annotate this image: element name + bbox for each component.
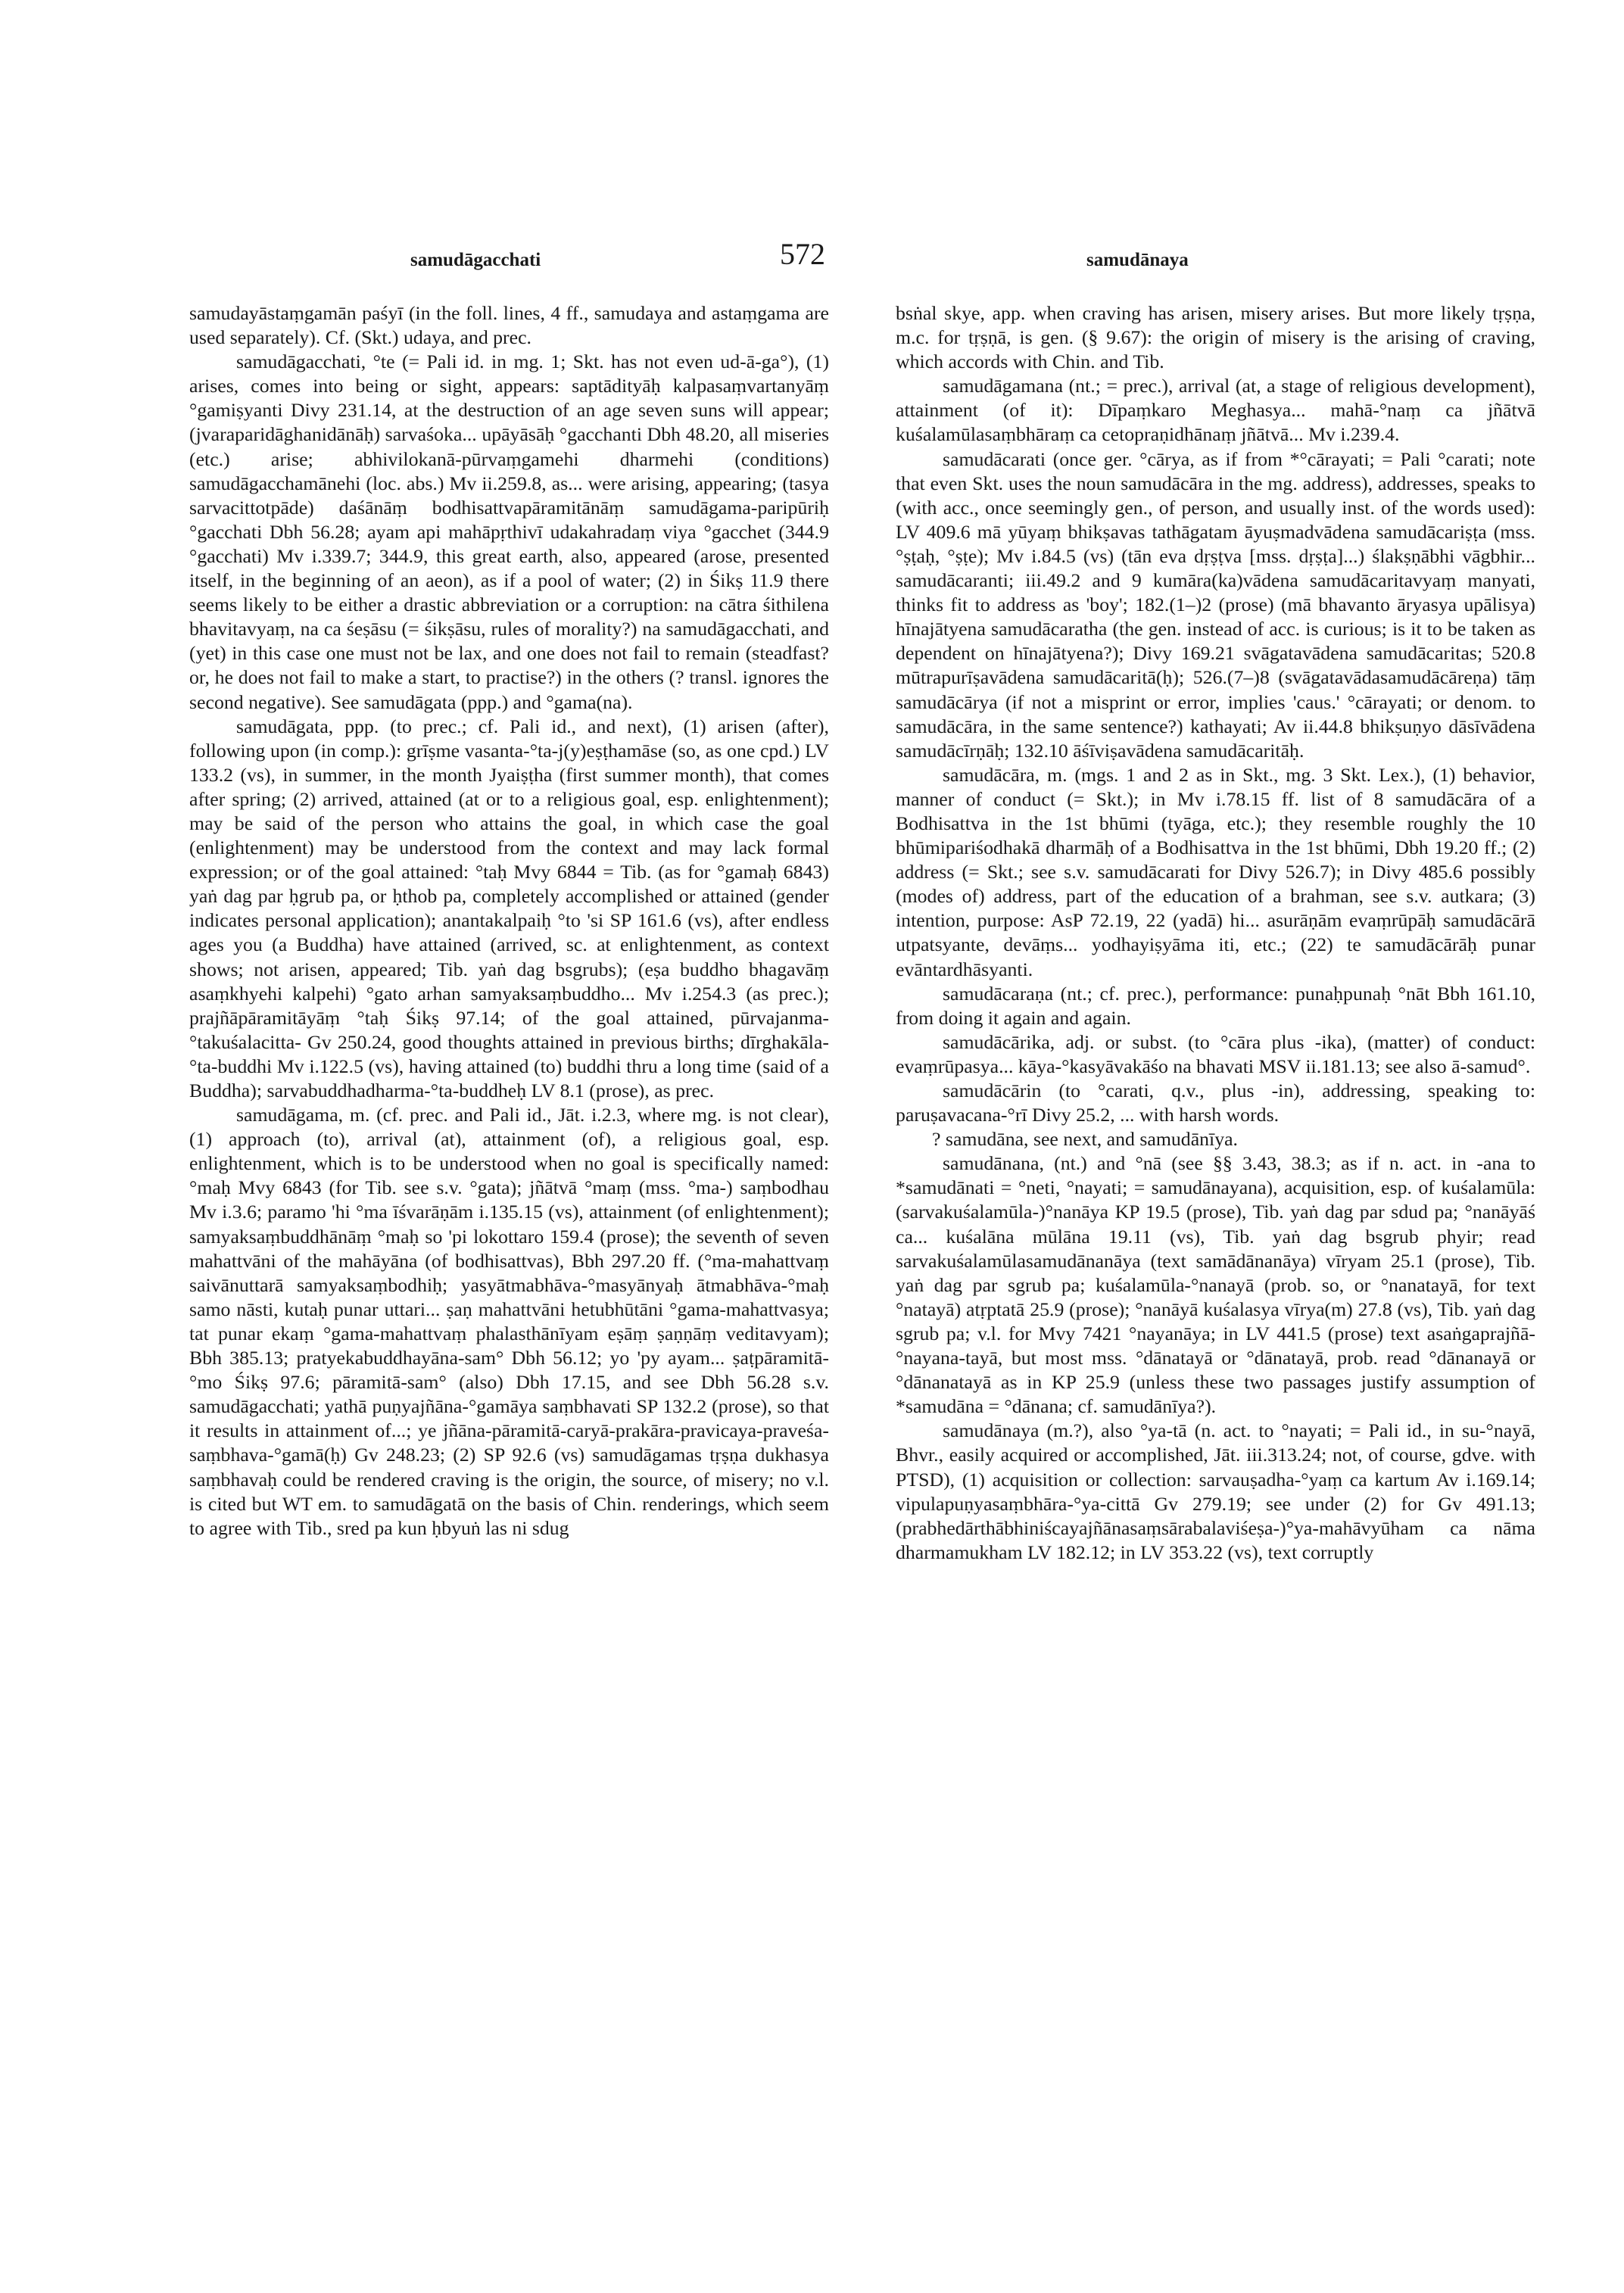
dictionary-entry: samudānana, (nt.) and °nā (see §§ 3.43, 38.3; as if n. act. in -ana to *samudānati = °neti, °nayati; = samudānayana), acquisition, esp. of kuśalamūla: (sarvakuśalamūla-)°nanāya KP 19.5 (prose), Tib. yaṅ dag par sdud pa; °nanāyāś ca... kuśalāna mūlāna 19.11 (vs), Tib. yaṅ dag bsgrub phyir; read sarvakuśalamūlasamudānanāya (text samādānanāya) vīryam 25.1 (prose), Tib. yaṅ dag par sgrub pa; kuśalamūla-°nanayā (prob. so, or °nanatayā, for text °natayā) atṛptatā 25.9 (prose); °nanāyā kuśalasya vīrya(m) 27.8 (vs), Tib. yaṅ dag sgrub pa; v.l. for Mvy 7421 °nayanāya; in LV 441.5 (prose) text asaṅgaprajñā-°nayana-tayā, but most mss. °dānatayā or °dānatayā, prob. read °dānanayā or °dānanatayā as in KP 25.9 (unless these two passages justify assumption of *samudāna = °dānana; cf. samudānīya?). [896,1152,1535,1418]
left-column [189,301,829,1541]
dictionary-entry: samudācāra, m. (mgs. 1 and 2 as in Skt., mg. 3 Skt. Lex.), (1) behavior, manner of conduct (= Skt.); in Mv i.78.15 ff. list of 8 samudācāra of a Bodhisattva in the 1st bhūmi (tyāga, etc.); they resemble roughly the 10 bhūmipariśodhakā dharmāḥ of a Bodhisattva in the 1st bhūmi, Dbh 19.20 ff.; (2) address (= Skt.; see s.v. samudācarati for Divy 526.7); in Divy 485.6 possibly (modes of) address, part of the education of a brahman, see s.v. autkara; (3) intention, purpose: AsP 72.19, 22 (yadā) hi... asurāṇām evaṃrūpāḥ samudācārā utpatsyante, devāṃs... yodhayiṣyāma iti, etc.; (22) te samudācārāḥ punar evāntardhāsyanti. [896,763,1535,980]
left-guide-word: samudāgacchati [410,250,541,270]
right-guide-word: samudānaya [1086,250,1189,270]
dictionary-entry: bsṅal skye, app. when craving has arisen, misery arises. But more likely tṛṣṇa, m.c. for tṛṣṇā, is gen. (§ 9.67): the origin of misery is the arising of craving, which accords with Chin. and Tib. [896,302,1535,373]
dictionary-entry: samudāgata, ppp. (to prec.; cf. Pali id., and next), (1) arisen (after), following upon (in comp.): grīṣme vasanta-°ta-j(y)eṣṭhamāse (so, as one cpd.) LV 133.2 (vs), in summer, in the month Jyaiṣṭha (first summer month), that comes after spring; (2) arrived, attained (at or to a religious goal, esp. enlightenment); may be said of the person who attains the goal, in which case the goal (enlightenment) may be understood from the context and may lack formal expression; or of the goal attained: °taḥ Mvy 6844 = Tib. (as for °gamaḥ 6843) yaṅ dag par ḥgrub pa, or ḥthob pa, completely accomplished or attained (gender indicates personal application); anantakalpaiḥ °to 'si SP 161.6 (vs), after endless ages you (a Buddha) have attained (arrived, sc. at enlightenment, as context shows; not arisen, appeared; Tib. yaṅ dag bsgrubs); (eṣa buddho bhagavāṃ asaṃkhyehi kalpehi) °gato arhan samyaksaṃbuddho... Mv i.254.3 (as prec.); prajñāpāramitāyāṃ °taḥ Śikṣ 97.14; of the goal attained, pūrvajanma-°takuśalacitta- Gv 250.24, good thoughts attained in previous births; dīrghakāla-°ta-buddhi Mv i.122.5 (vs), having attained (to) buddhi thru a long time (said of a Buddha); sarvabuddhadharma-°ta-buddheḥ LV 8.1 (prose), as prec. [189,715,829,1101]
dictionary-entry: samudācarati (once ger. °cārya, as if from *°cārayati; = Pali °carati; note that even Skt. uses the noun samudācāra in the mg. address), addresses, speaks to (with acc., once seemingly gen., of person, and usually inst. of the words used): LV 409.6 mā yūyaṃ bhikṣavas tathāgatam āyuṣmadvādena samudācariṣṭa (mss. °ṣṭaḥ, °ṣṭe); Mv i.84.5 (vs) (tān eva dṛṣṭva [mss. dṛṣṭa]...) ślakṣṇābhi vāgbhir... samudācaranti; iii.49.2 and 9 kumāra(ka)vādena samudācaritavyaṃ manyati, thinks fit to address as 'boy'; 182.(1–)2 (prose) (mā bhavanto āryasya upālisya) hīnajātyena samudācaratha (the gen. instead of acc. is curious; is it to be taken as dependent on hīnajātyena?); Divy 169.21 svāgatavādena samudācaritas; 520.8 mūtrapurīṣavādena samudācaritā(ḥ); 526.(7–)8 (svāgatavādasamudācāreṇa) tāṃ samudācārya (if not a misprint or error, implies 'caus.' °cārayati; or denom. to samudācāra, in the same sentence?) kathayati; Av ii.44.8 bhikṣuṇyo dāsīvādena samudācīrṇāḥ; 132.10 āśīviṣavādena samudācaritāḥ. [896,447,1535,762]
dictionary-entry: samudācārin (to °carati, q.v., plus -in), addressing, speaking to: paruṣavacana-°rī Divy 25.2, ... with harsh words. [896,1080,1535,1126]
dictionary-entry: samudāgacchati, °te (= Pali id. in mg. 1; Skt. has not even ud-ā-ga°), (1) arises, comes into being or sight, appears: saptādityāḥ kalpasaṃvartanyāṃ °gamiṣyanti Divy 231.14, at the destruction of an age seven suns will appear; (jvaraparidāghanidānāḥ) sarvaśoka... upāyāsāḥ °gacchanti Dbh 48.20, all miseries (etc.) arise; abhivilokanā-pūrvaṃgamehi dharmehi (conditions) samudāgacchamānehi (loc. abs.) Mv ii.259.8, as... were arising, appearing; (tasya sarvacittotpāde) daśānāṃ bodhisattvapāramitānāṃ samudāgama-paripūriḥ °gacchati Dbh 56.28; ayam api mahāpṛthivī udakahradaṃ viya °gacchet (344.9 °gacchati) Mv i.339.7; 344.9, this great earth, also, appeared (arose, presented itself, in the beginning of an aeon), as if a pool of water; (2) in Śikṣ 11.9 there seems likely to be either a drastic abbreviation or a corruption: na cātra śithilena bhavitavyaṃ, na ca śeṣāsu (= śikṣāsu, rules of morality?) na samudāgacchati, and (yet) in this case one must not be lax, and one does not fail to remain (steadfast? or, he does not fail to make a start, to practise?) in the others (? transl. ignores the second negative). See samudāgata (ppp.) and °gama(na). [189,350,829,713]
dictionary-entry: samudānaya (m.?), also °ya-tā (n. act. to °nayati; = Pali id., in su-°nayā, Bhvr., easily acquired or accomplished, Jāt. iii.313.24; not, of course, gdve. with PTSD), (1) acquisition or collection: sarvauṣadha-°yaṃ ca kartum Av i.169.14; vipulapuṇyasaṃbhāra-°ya-cittā Gv 279.19; see under (2) for Gv 491.13; (prabhedārthābhiniścayajñānasaṃsārabalaviśeṣa-)°ya-mahāvyūham ca nāma dharmamukham LV 182.12; in LV 353.22 (vs), text corruptly [896,1419,1535,1563]
right-column [896,301,1535,1565]
dictionary-entry: samudāgama, m. (cf. prec. and Pali id., Jāt. i.2.3, where mg. is not clear), (1) approach (to), arrival (at), attainment (of), a religious goal, esp. enlightenment, which is to be understood when no goal is specifically named: °maḥ Mvy 6843 (for Tib. see s.v. °gata); jñātvā °maṃ (mss. °ma-) saṃbodhau Mv i.3.6; paramo 'hi °ma īśvarāṇām i.135.15 (vs), attainment (of enlightenment); samyaksaṃbuddhānāṃ °maḥ so 'pi lokottaro 159.4 (prose); the seventh of seven mahattvāni of the mahāyāna (of bodhisattvas), Bbh 297.20 ff. (°ma-mahattvaṃ saivānuttarā samyaksaṃbodhiḥ; yasyātmabhāva-°masyānyaḥ ātmabhāva-°maḥ samo nāsti, kutaḥ punar uttari... ṣaṇ mahattvāni hetubhūtāni °gama-mahattvasya; tat punar ekaṃ °gama-mahattvaṃ phalasthānīyam eṣāṃ ṣaṇṇāṃ veditavyam); Bbh 385.13; pratyekabuddhayāna-sam° Dbh 56.12; yo 'py ayam... ṣaṭpāramitā-°mo Śikṣ 97.6; pāramitā-sam° (also) Dbh 17.15, and see Dbh 56.28 s.v. samudāgacchati; yathā puṇyajñāna-°gamāya saṃbhavati SP 132.2 (prose), so that it results in attainment of...; ye jñāna-pāramitā-caryā-prakāra-pravicaya-praveśa-saṃbhava-°gamā(ḥ) Gv 248.23; (2) SP 92.6 (vs) samudāgamas tṛṣṇa dukhasya saṃbhavaḥ could be rendered craving is the origin, the source, of misery; no v.l. is cited but WT em. to samudāgatā on the basis of Chin. renderings, which seem to agree with Tib., sred pa kun ḥbyuṅ las ni sdug [189,1104,829,1539]
dictionary-entry: samudayāstaṃgamān paśyī (in the foll. lines, 4 ff., samudaya and astaṃgama are used separately). Cf. (Skt.) udaya, and prec. [189,302,829,349]
dictionary-entry: samudācaraṇa (nt.; cf. prec.), performance: punaḥpunaḥ °nāt Bbh 161.10, from doing it again and again. [896,982,1535,1029]
dictionary-entry: samudācārika, adj. or subst. (to °cāra plus -ika), (matter) of conduct: evaṃrūpasya... kāya-°kasyāvakāśo na bhavati MSV ii.181.13; see also ā-samud°. [896,1030,1535,1077]
dictionary-entry: samudāgamana (nt.; = prec.), arrival (at, a stage of religious development), attainment (of it): Dīpaṃkaro Meghasya... mahā-°naṃ ca jñātvā kuśalamūlasaṃbhāraṃ ca cetopraṇidhānaṃ jñātvā... Mv i.239.4. [896,375,1535,446]
page-number: 572 [780,237,825,271]
running-header [189,237,1401,271]
dictionary-entry: ? samudāna, see next, and samudānīya. [932,1128,1239,1151]
